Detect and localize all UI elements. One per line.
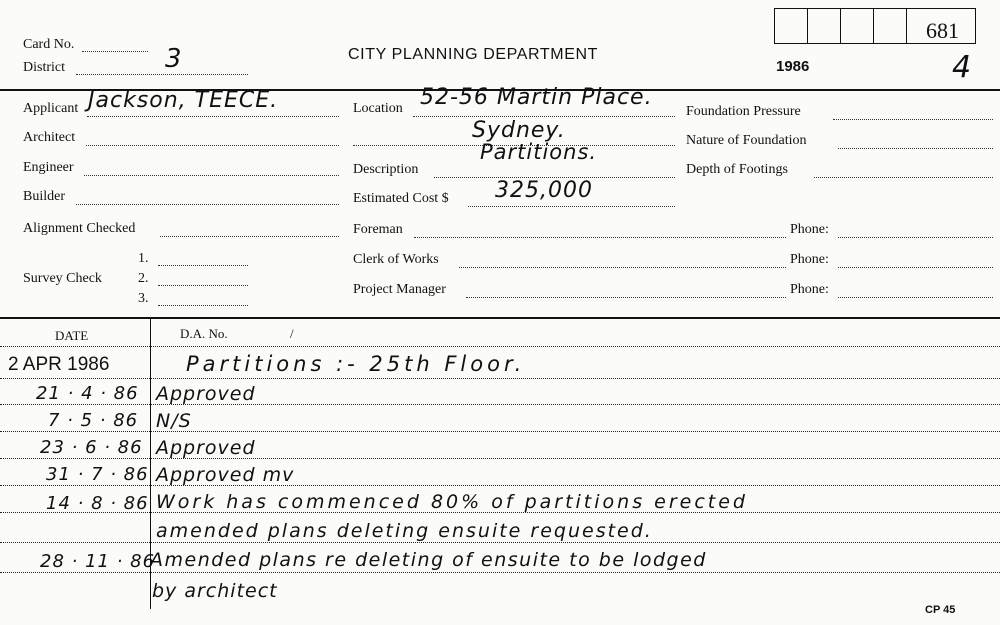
engineer-line bbox=[84, 175, 339, 176]
district-line bbox=[76, 74, 248, 75]
pm-line bbox=[466, 297, 786, 298]
foreman-line bbox=[414, 237, 786, 238]
alignment-label: Alignment Checked bbox=[23, 221, 136, 236]
file-sub-number: 4 bbox=[952, 50, 973, 85]
log-line-7 bbox=[0, 542, 1000, 543]
survey-line-3 bbox=[158, 305, 248, 306]
location-value: 52-56 Martin Place. bbox=[420, 85, 653, 110]
log-line-4 bbox=[0, 458, 1000, 459]
log-date-1: 2 APR 1986 bbox=[8, 354, 110, 375]
district-label: District bbox=[23, 60, 65, 75]
clerk-phone-line bbox=[838, 267, 993, 268]
log-line-5 bbox=[0, 485, 1000, 486]
clerk-phone-label: Phone: bbox=[790, 252, 829, 267]
builder-label: Builder bbox=[23, 189, 65, 204]
log-date-4: 23 · 6 · 86 bbox=[40, 437, 143, 458]
cost-label: Estimated Cost $ bbox=[353, 191, 449, 206]
log-header-line bbox=[0, 346, 1000, 347]
survey-line-1 bbox=[158, 265, 248, 266]
survey-label: Survey Check bbox=[23, 271, 102, 286]
foreman-phone-line bbox=[838, 237, 993, 238]
clerk-label: Clerk of Works bbox=[353, 252, 439, 267]
location-label: Location bbox=[353, 101, 403, 116]
survey-line-2 bbox=[158, 285, 248, 286]
log-entry-4: Approved bbox=[156, 437, 256, 459]
log-line-3 bbox=[0, 431, 1000, 432]
file-number-box-1 bbox=[774, 8, 808, 44]
log-date-2: 21 · 4 · 86 bbox=[36, 383, 139, 404]
pm-phone-line bbox=[838, 297, 993, 298]
log-entry-8: Amended plans re deleting of ensuite to be lodged bbox=[150, 549, 707, 571]
architect-label: Architect bbox=[23, 130, 76, 145]
applicant-value: Jackson, TEECE. bbox=[88, 88, 279, 113]
foreman-label: Foreman bbox=[353, 222, 403, 237]
engineer-label: Engineer bbox=[23, 160, 74, 175]
survey-item-1: 1. bbox=[138, 251, 149, 266]
log-line-2 bbox=[0, 404, 1000, 405]
alignment-line bbox=[160, 236, 339, 237]
form-code: CP 45 bbox=[925, 604, 956, 616]
log-entry-1: Partitions :- 25th Floor. bbox=[186, 352, 526, 376]
applicant-label: Applicant bbox=[23, 101, 79, 116]
card-no-line bbox=[82, 51, 148, 52]
depth-footings-line bbox=[814, 177, 993, 178]
log-date-6: 14 · 8 · 86 bbox=[46, 493, 149, 514]
da-column-header: D.A. No. bbox=[180, 326, 228, 341]
log-entry-3: N/S bbox=[156, 410, 192, 432]
pm-label: Project Manager bbox=[353, 282, 446, 297]
survey-item-2: 2. bbox=[138, 271, 149, 286]
log-entry-7: amended plans deleting ensuite requested. bbox=[156, 520, 653, 542]
log-date-8: 28 · 11 · 86 bbox=[40, 551, 156, 572]
log-entry-9: by architect bbox=[152, 580, 278, 602]
date-column-header: DATE bbox=[55, 328, 89, 343]
file-number-box-3 bbox=[840, 8, 874, 44]
file-number-box-4 bbox=[873, 8, 907, 44]
log-date-5: 31 · 7 · 86 bbox=[46, 464, 149, 485]
log-entry-6: Work has commenced 80% of partitions erected bbox=[156, 491, 748, 513]
description-label: Description bbox=[353, 162, 419, 177]
foundation-pressure-line bbox=[833, 119, 993, 120]
log-entry-5: Approved mv bbox=[156, 464, 295, 486]
nature-foundation-line bbox=[838, 148, 993, 149]
log-line-1 bbox=[0, 378, 1000, 379]
log-entry-2: Approved bbox=[156, 383, 256, 405]
applicant-line bbox=[87, 116, 339, 117]
builder-line bbox=[76, 204, 339, 205]
card-no-label: Card No. bbox=[23, 37, 75, 52]
log-line-8 bbox=[0, 572, 1000, 573]
file-number-box-2 bbox=[807, 8, 841, 44]
year-label: 1986 bbox=[776, 58, 810, 75]
log-date-3: 7 · 5 · 86 bbox=[48, 410, 139, 431]
location-line bbox=[413, 116, 675, 117]
file-number: 681 bbox=[926, 18, 959, 43]
card-no-value: 3 bbox=[165, 44, 183, 74]
foreman-phone-label: Phone: bbox=[790, 222, 829, 237]
nature-foundation-label: Nature of Foundation bbox=[686, 133, 807, 148]
survey-item-3: 3. bbox=[138, 291, 149, 306]
cost-value: 325,000 bbox=[495, 178, 593, 203]
cost-line bbox=[468, 206, 675, 207]
location-value-2: Sydney. bbox=[472, 118, 566, 143]
foundation-pressure-label: Foundation Pressure bbox=[686, 104, 801, 119]
architect-line bbox=[86, 145, 339, 146]
da-slash: / bbox=[290, 326, 294, 341]
depth-footings-label: Depth of Footings bbox=[686, 162, 788, 177]
description-value: Partitions. bbox=[480, 140, 598, 164]
clerk-line bbox=[459, 267, 786, 268]
pm-phone-label: Phone: bbox=[790, 282, 829, 297]
page-title: CITY PLANNING DEPARTMENT bbox=[348, 46, 598, 63]
